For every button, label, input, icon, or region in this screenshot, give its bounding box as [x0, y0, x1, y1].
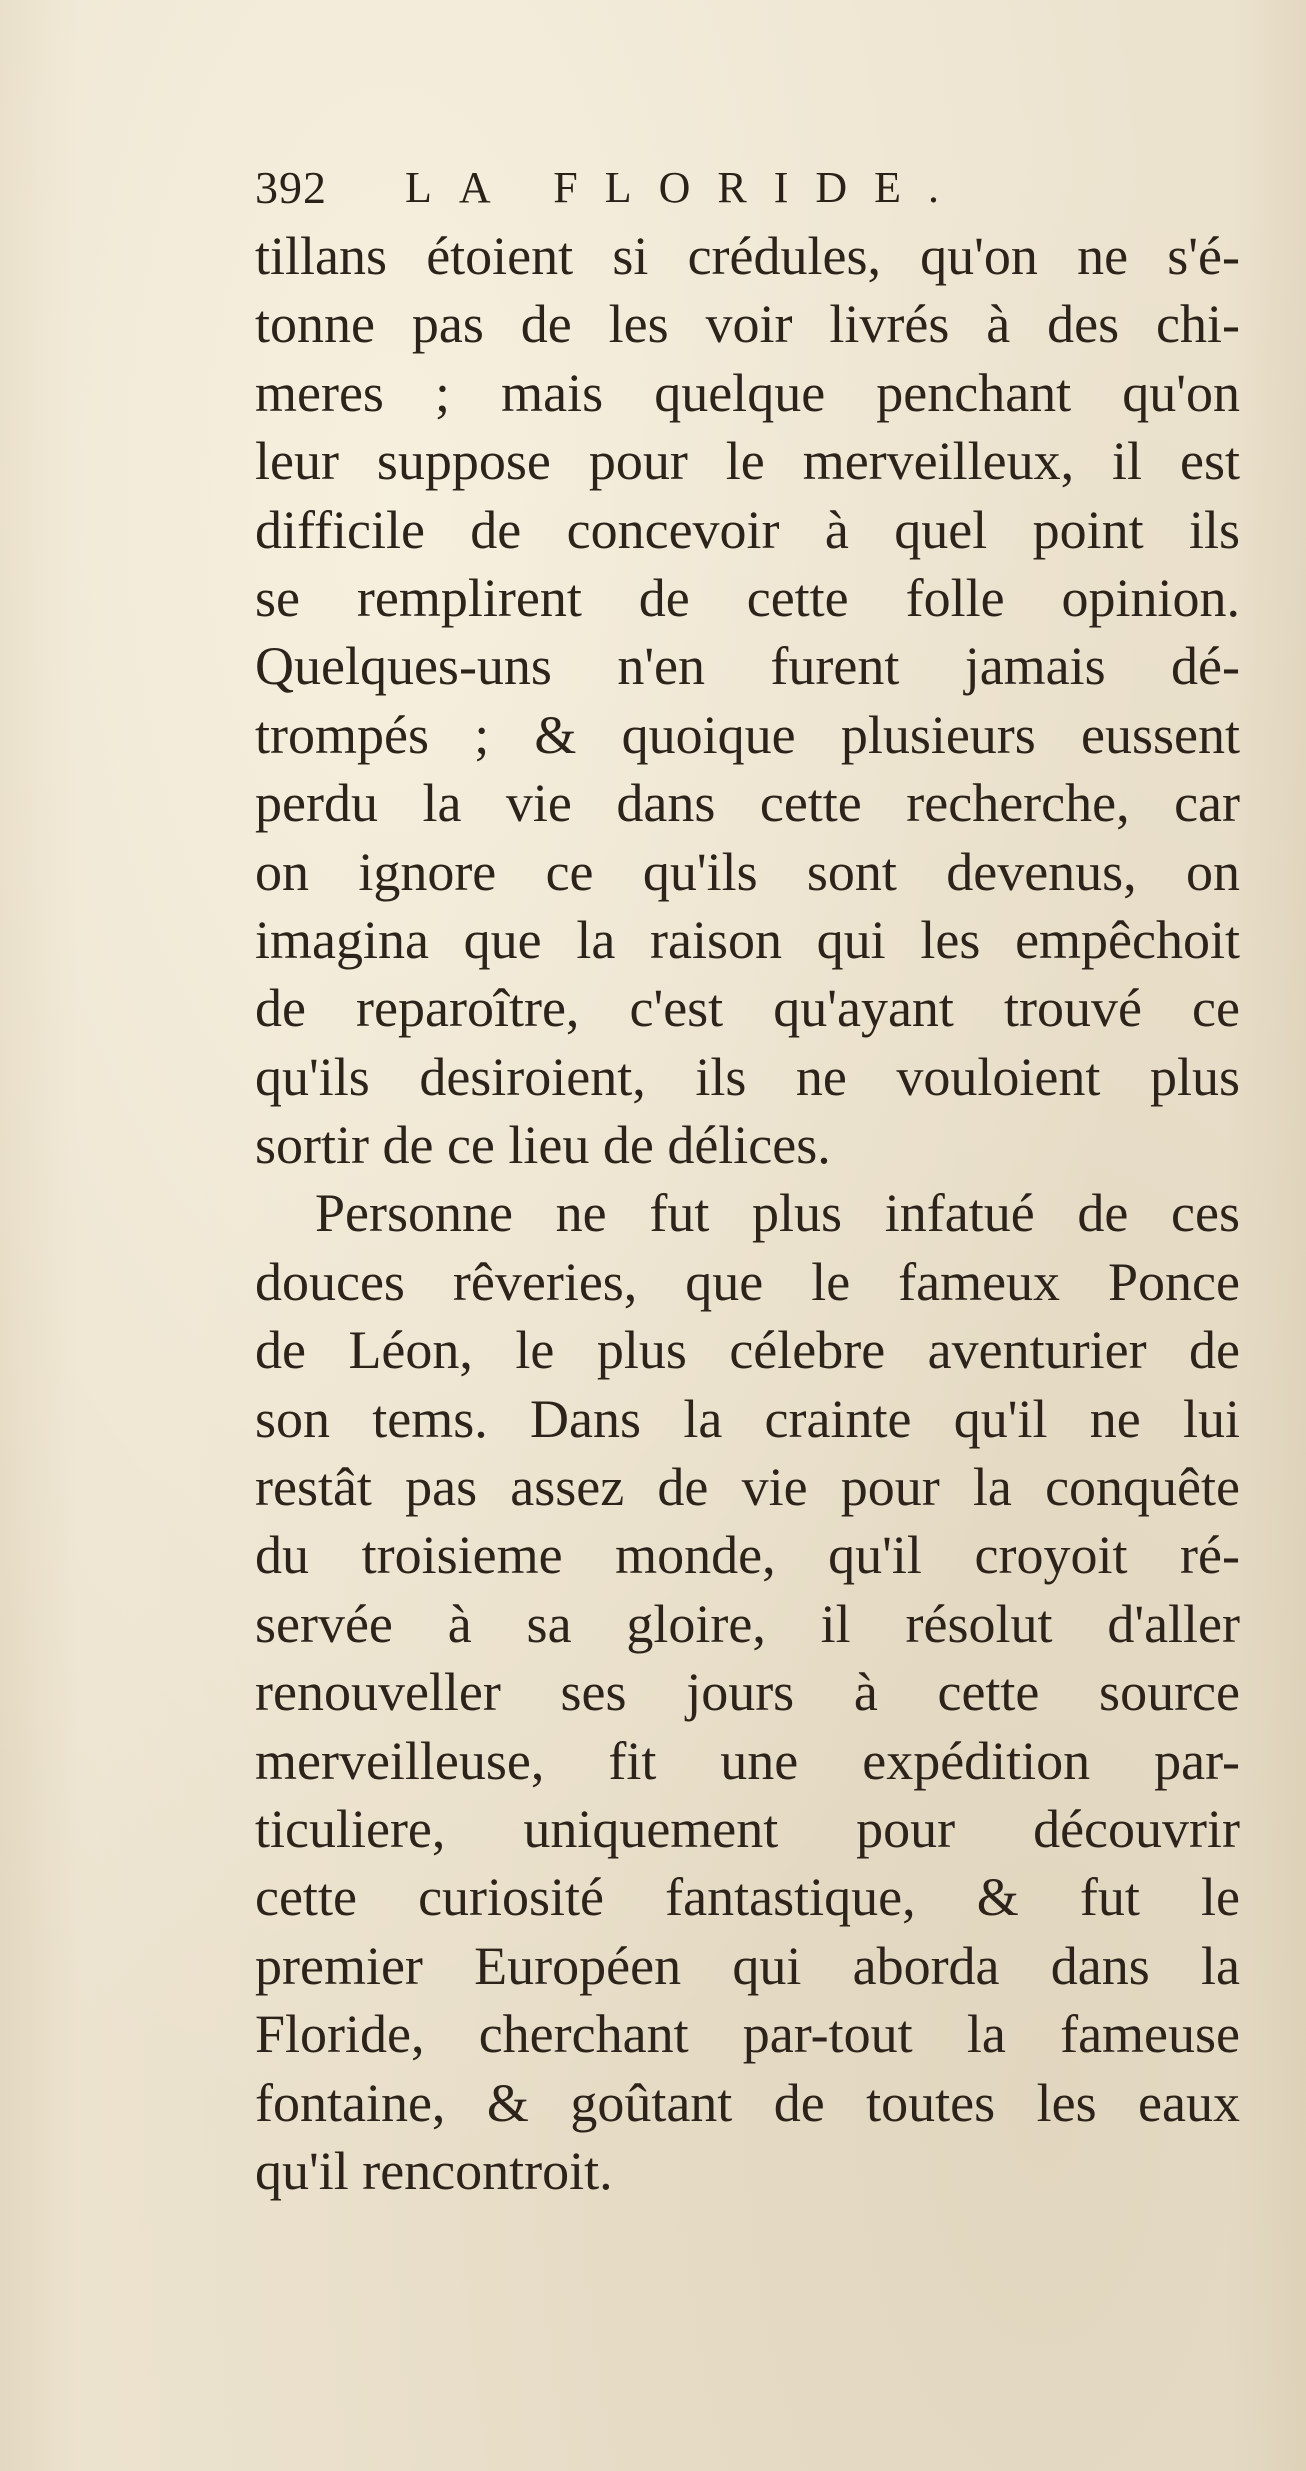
text-line: renouveller ses jours à cette source — [255, 1662, 1240, 1723]
text-line: on ignore ce qu'ils sont devenus, on — [255, 841, 1240, 902]
text-line: difficile de concevoir à quel point ils — [255, 499, 1240, 560]
page-number: 392 — [255, 162, 327, 213]
paragraph-first-line: Personne ne fut plus infatué de ces — [315, 1183, 1240, 1244]
text-line: premier Européen qui aborda dans la — [255, 1935, 1240, 1996]
text-line: se remplirent de cette folle opinion. — [255, 567, 1240, 628]
show-through-mark — [410, 2135, 418, 2182]
text-line: de reparoître, c'est qu'ayant trouvé ce — [255, 978, 1240, 1039]
running-title: LA FLORIDE. — [405, 163, 966, 212]
text-line: merveilleuse, fit une expédition par- — [255, 1730, 1240, 1791]
text-line: douces rêveries, que le fameux Ponce — [255, 1251, 1240, 1312]
text-line: tonne pas de les voir livrés à des chi- — [255, 294, 1240, 355]
text-line: ticuliere, uniquement pour découvrir — [255, 1798, 1240, 1859]
text-line: du troisieme monde, qu'il croyoit ré- — [255, 1525, 1240, 1586]
text-line: qu'il rencontroit. — [255, 2140, 613, 2201]
text-line: de Léon, le plus célebre aventurier de — [255, 1320, 1240, 1381]
text-line: Floride, cherchant par-tout la fameuse — [255, 2004, 1240, 2065]
text-line: perdu la vie dans cette recherche, car — [255, 773, 1240, 834]
body-text — [255, 222, 1240, 2205]
text-line: servée à sa gloire, il résolut d'aller — [255, 1593, 1240, 1654]
text-line: restât pas assez de vie pour la conquête — [255, 1457, 1240, 1518]
text-line: Quelques-uns n'en furent jamais dé- — [255, 636, 1240, 697]
text-line: meres ; mais quelque penchant qu'on — [255, 362, 1240, 423]
text-line: tillans étoient si crédules, qu'on ne s'é- — [255, 226, 1240, 286]
text-line: cette curiosité fantastique, & fut le — [255, 1867, 1240, 1928]
text-line: fontaine, & goûtant de toutes les eaux — [255, 2072, 1240, 2133]
text-line: sortir de ce lieu de délices. — [255, 1115, 831, 1176]
text-line: leur suppose pour le merveilleux, il est — [255, 431, 1240, 492]
running-head — [255, 158, 1215, 218]
text-line: qu'ils desiroient, ils ne vouloient plus — [255, 1046, 1240, 1107]
text-line: trompés ; & quoique plusieurs eussent — [255, 704, 1240, 765]
text-line: imagina que la raison qui les empêchoit — [255, 909, 1240, 970]
text-line: son tems. Dans la crainte qu'il ne lui — [255, 1388, 1240, 1449]
